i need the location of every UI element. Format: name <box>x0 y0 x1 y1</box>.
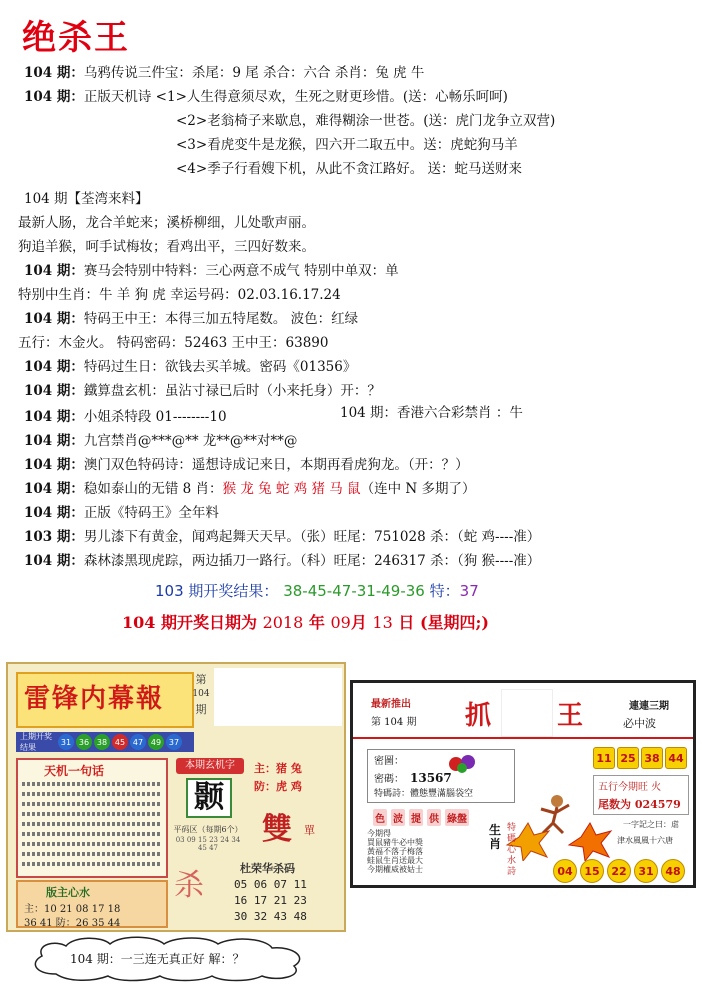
tip-text: 稳如泰山的无错 8 肖： <box>83 481 223 497</box>
tip-text: 森林漆黑现虎踪，两边插刀一路行。（科）旺尾：246317 杀：（狗 猴----准） <box>83 553 541 569</box>
fine-print <box>22 842 162 846</box>
side-line: 104 期：香港六合彩禁肖 ：牛 <box>340 405 523 421</box>
number-ball: 48 <box>661 859 685 883</box>
draw-month: 09 <box>330 613 351 632</box>
tip-text: 特别中生肖：牛 羊 狗 虎 幸运号码：02.03.16.17.24 <box>18 287 341 303</box>
tip-line <box>24 432 297 450</box>
zhua-char: 抓 <box>465 701 492 731</box>
result-number: 36 <box>405 582 425 600</box>
result-ball: 36 <box>76 734 92 750</box>
wang-char: 王 <box>557 701 584 731</box>
fine-print <box>22 802 162 806</box>
draw-date <box>122 610 489 633</box>
tip-text: 男儿漆下有黄金，闻鸡起舞天天早。（张）旺尾：751028 杀：（蛇 鸡----准） <box>83 529 541 545</box>
tip-line <box>24 358 356 376</box>
draw-year-unit: 年 <box>308 613 325 632</box>
tip-text: 104 期： <box>24 359 84 375</box>
shama-row: 16 17 21 23 <box>234 894 307 907</box>
poster-zhuawang <box>350 680 696 888</box>
tip-text: 104 期： <box>24 65 84 81</box>
rooster-icon <box>565 821 615 861</box>
tip-line <box>24 88 508 106</box>
draw-date-prefix: 104 期开奖日期为 <box>122 613 257 632</box>
tip-text: 104 期： <box>24 433 84 449</box>
banzhu-box <box>16 880 168 928</box>
tip-text: 104 期： <box>24 263 84 279</box>
number-ball: 38 <box>641 747 663 769</box>
poster-brand: 雷锋内幕報 <box>24 684 165 714</box>
period-char: 期 <box>195 703 207 716</box>
fine-print <box>22 782 162 786</box>
tip-text: 澳门双色特码诗：遥想诗成记来日，本期再看虎狗龙。（开：？） <box>83 457 469 473</box>
result-number: 38 <box>283 582 303 600</box>
tip-text: 103 期： <box>24 529 84 545</box>
tip-text: 特码过生日：欲钱去买羊城。密码《01356》 <box>83 359 357 375</box>
hint-char: 供 <box>427 809 441 826</box>
poster-leifeng <box>6 662 346 932</box>
tip-text: 狗追羊猴，呵手试梅妆；看鸡出平，三四好数来。 <box>18 239 315 255</box>
tianji-box <box>16 758 168 878</box>
number-ball: 25 <box>617 747 639 769</box>
draw-day: 13 <box>372 613 393 632</box>
fine-print <box>22 792 162 796</box>
fine-print <box>22 832 162 836</box>
poem-column: 蛙鼠生肖送最大 <box>367 856 423 865</box>
tip-text: 猴 龙 兔 蛇 鸡 猪 马 鼠 <box>222 481 361 497</box>
mima-code-value: 13567 <box>410 771 452 785</box>
shengxiao-label: 生肖 <box>489 823 502 851</box>
tip-text: 104 期： <box>24 311 84 327</box>
blank-area <box>501 689 553 737</box>
weishu-line: 尾数为 024579 <box>598 798 681 811</box>
color-hint <box>373 809 469 826</box>
poster-period <box>192 672 210 717</box>
tianji-title: 天机一句话 <box>44 764 105 778</box>
page-title: 绝杀王 <box>22 18 130 58</box>
shama-row: 30 32 43 48 <box>234 910 307 923</box>
tip-text: 104 期： <box>24 481 84 497</box>
tip-line <box>18 334 328 352</box>
fruit-icon <box>446 752 480 774</box>
tip-text: 104 期： <box>24 383 84 399</box>
tip-line <box>24 528 540 546</box>
poem-column: 今期得 <box>367 829 391 838</box>
tip-text: 104 期： <box>24 89 84 105</box>
number-ball: 31 <box>634 859 658 883</box>
pingma-numbers: 03 09 15 23 24 34 45 47 <box>175 836 241 852</box>
poem-column: 今期權威被姑士 <box>367 865 423 874</box>
tip-line <box>24 64 424 82</box>
tip-text: 五行：木金火。 特码密码：52463 王中王：63890 <box>18 335 329 351</box>
te-label: 特： <box>429 582 460 600</box>
period-char: 104 <box>192 689 210 699</box>
dan-char: 單 <box>304 824 315 837</box>
sha-char: 杀 <box>174 868 204 903</box>
tip-line <box>24 408 227 426</box>
tip-text: 104 期： <box>24 505 84 521</box>
result-label: 103 期开奖结果： <box>155 582 279 600</box>
new-tag: 最新推出 <box>371 699 411 710</box>
teju-label: 特碼心水詩 <box>507 823 517 877</box>
tip-text: <4>季子行看嫂下机，从此不贪江路好。 送：蛇马送财来 <box>176 161 523 177</box>
mima-code-label: 密碼： <box>374 774 404 785</box>
result-ball: 45 <box>112 734 128 750</box>
draw-weekday: (星期四;) <box>419 613 489 632</box>
result-ball: 31 <box>58 734 74 750</box>
tip-line <box>176 112 555 130</box>
tip-text: 赛马会特别中特料：三心两意不成气 特别中单双：单 <box>83 263 399 279</box>
tip-text: 最新人肠，龙合羊蛇来；溪桥柳细，儿处歌声丽。 <box>18 215 315 231</box>
mima-box <box>367 749 515 803</box>
number-ball: 44 <box>665 747 687 769</box>
result-number: 49 <box>381 582 401 600</box>
tip-text: <3>看虎变牛是龙猴，四六开二取五中。送：虎蛇狗马羊 <box>176 137 518 153</box>
period-char: 第 <box>195 673 207 686</box>
tip-line <box>176 136 518 154</box>
poem-columns <box>367 829 477 874</box>
tip-text: 九宫禁肖@***@** 龙**@**对**@ <box>83 433 298 449</box>
lian-text: 連連三期 <box>629 701 669 712</box>
xuanji-box <box>172 758 244 858</box>
result-number: 45 <box>307 582 327 600</box>
result-ball: 38 <box>94 734 110 750</box>
fine-print <box>22 812 162 816</box>
tip-line <box>24 382 381 400</box>
xuanji-title: 本期玄机字 <box>176 758 244 774</box>
draw-month-unit: 月 <box>350 613 367 632</box>
hint-char: 綠盤 <box>445 809 469 826</box>
xuanji-char: 颢 <box>186 778 232 818</box>
fang-line: 防：虎 鸡 <box>254 780 302 793</box>
tip-line <box>24 190 149 208</box>
draw-day-unit: 日 <box>398 613 415 632</box>
hint-char: 波 <box>391 809 405 826</box>
previous-result: 103 期开奖结果： 38-45-47-31-49-36 特：37 <box>155 582 479 600</box>
tip-line <box>176 160 522 178</box>
tip-line <box>24 480 476 498</box>
tip-text: 特码王中王：本得三加五特尾数。 波色：红绿 <box>83 311 359 327</box>
top-balls <box>593 747 687 769</box>
blank-area <box>214 668 342 726</box>
tip-text: 正版《特码王》全年料 <box>83 505 219 521</box>
poem-column: 黃福不落子梅落 <box>367 847 423 856</box>
wuxing-line: 五行今期旺 火 <box>598 782 662 793</box>
tip-text: <2>老翁椅子来歇息，难得糊涂一世苍。(送：虎门龙争立双营) <box>176 113 556 129</box>
divider <box>353 737 693 739</box>
tip-text: 小姐杀特段 01--------10 <box>83 409 227 425</box>
fine-print <box>22 862 162 866</box>
result-ball: 49 <box>148 734 164 750</box>
tip-text: 乌鸦传说三件宝：杀尾：9 尾 杀合：六合 杀肖：兔 虎 牛 <box>83 65 425 81</box>
tip-line <box>24 262 399 280</box>
result-number: 31 <box>356 582 376 600</box>
tip-text: 鐵算盘玄机：虽沾寸禄已后时（小来托身）开：？ <box>83 383 381 399</box>
shama-row: 05 06 07 11 <box>234 878 307 891</box>
mima-code <box>374 770 452 785</box>
result-number: 47 <box>332 582 352 600</box>
fine-print <box>22 852 162 856</box>
balls-label: 上期开奖结果 <box>20 732 52 752</box>
shuang-char: 雙 <box>262 812 292 847</box>
tip-text: （连中 N 多期了） <box>360 481 476 497</box>
number-ball: 15 <box>580 859 604 883</box>
poster-period: 第 104 期 <box>371 717 417 728</box>
tip-text: 104 期： <box>24 409 84 425</box>
result-ball: 47 <box>130 734 146 750</box>
banzhu-row: 36 41 防：26 35 44 <box>24 918 121 929</box>
poem-column: 買鼠豬牛必中獎 <box>367 838 423 847</box>
tip-text: 104 期【荃湾来料】 <box>24 191 149 207</box>
memo-line-2: 津水風風十六唐 <box>617 836 673 845</box>
cloud-text: 104 期：一三连无真正好 解：？ <box>70 952 245 966</box>
tip-line <box>24 456 469 474</box>
fine-print <box>22 822 162 826</box>
memo-line: 一字記之曰：虐 <box>623 820 679 829</box>
zhu-line: 主：猪 兔 <box>254 762 302 775</box>
bi-text: 必中波 <box>623 717 656 730</box>
tema-poem: 特碼詩：體態豐滿腦袋空 <box>374 789 474 799</box>
poster-header <box>16 672 194 728</box>
tip-line <box>24 310 358 328</box>
number-ball: 04 <box>553 859 577 883</box>
tip-text: 104 期： <box>24 457 84 473</box>
number-ball: 22 <box>607 859 631 883</box>
result-ball: 37 <box>166 734 182 750</box>
tip-text: 正版天机诗 <1>人生得意须尽欢，生死之财更珍惜。(送：心畅乐呵呵) <box>83 89 508 105</box>
hint-char: 色 <box>373 809 387 826</box>
tip-line <box>24 552 540 570</box>
pingma-title: 平码区（每期6个） <box>173 825 243 834</box>
wuxing-box <box>593 775 689 815</box>
mima-label: 密圖： <box>374 756 404 767</box>
tip-line <box>18 214 315 232</box>
last-result-balls <box>16 732 194 752</box>
draw-year: 2018 <box>262 613 304 632</box>
banzhu-row: 主：10 21 08 17 18 <box>24 904 121 915</box>
tip-text: 104 期： <box>24 553 84 569</box>
te-number: 37 <box>459 582 479 600</box>
banzhu-title: 版主心水 <box>46 886 90 899</box>
tip-line <box>18 286 341 304</box>
tip-line <box>24 504 219 522</box>
number-ball: 11 <box>593 747 615 769</box>
hint-char: 提 <box>409 809 423 826</box>
tip-line <box>18 238 315 256</box>
bottom-balls <box>553 859 685 883</box>
shama-title: 杜荣华杀码 <box>240 862 295 875</box>
